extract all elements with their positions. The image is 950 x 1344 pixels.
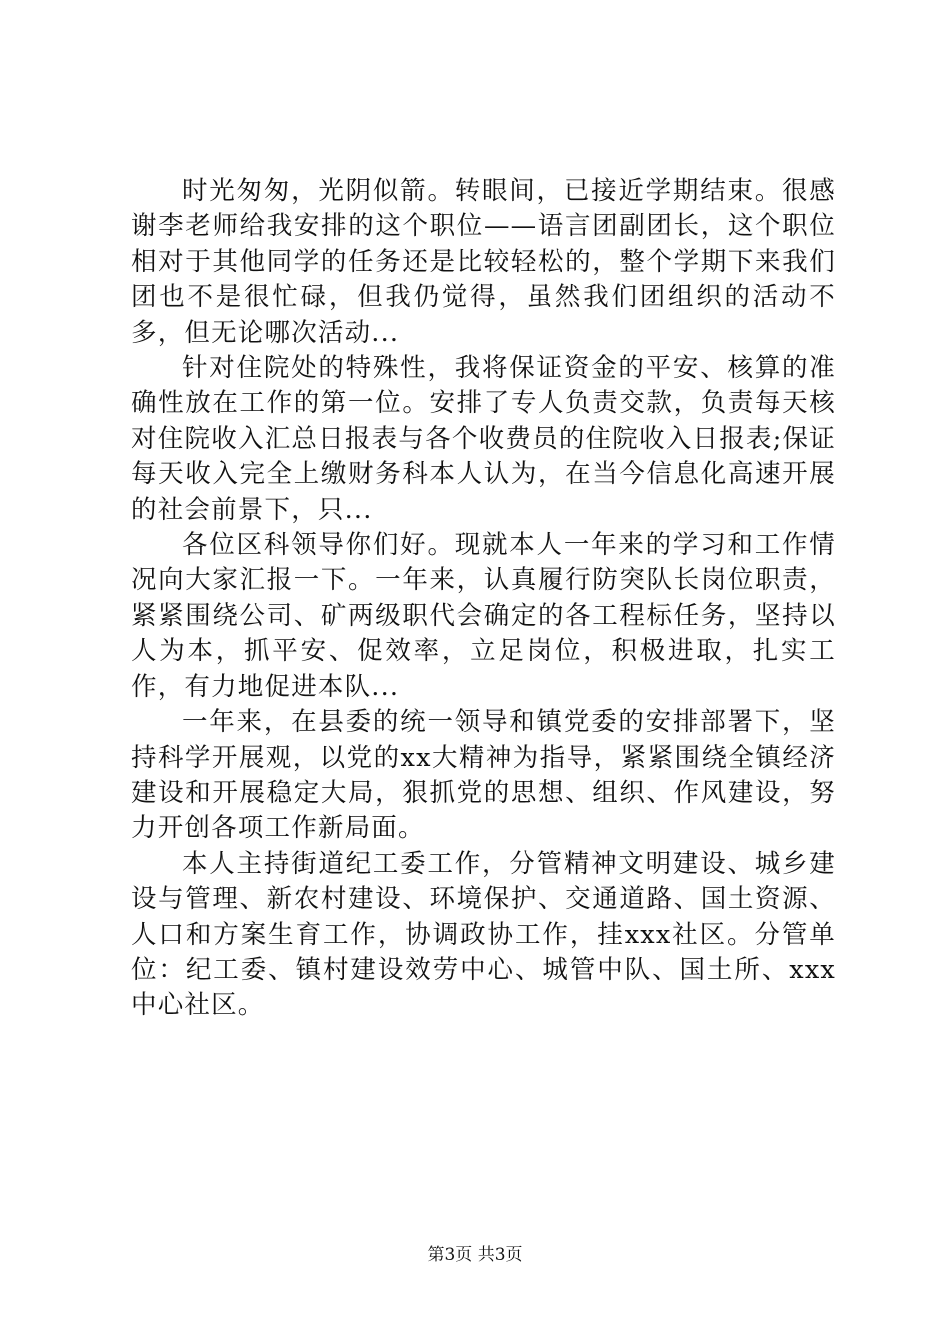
paragraph-4: 一年来，在县委的统一领导和镇党委的安排部署下，坚持科学开展观，以党的xx大精神为指导，紧紧围绕全镇经济建设和开展稳定大局，狠抓党的思想、组织、作风建设，努力开创各项工作新局面。 — [131, 707, 836, 844]
document-body — [131, 174, 836, 1024]
paragraph-1: 时光匆匆，光阴似箭。转眼间，已接近学期结束。很感谢李老师给我安排的这个职位——语言团副团长，这个职位相对于其他同学的任务还是比较轻松的，整个学期下来我们团也不是很忙碌，但我仍觉得，虽然我们团组织的活动不多，但无论哪次活动... — [131, 176, 836, 348]
paragraph-5: 本人主持街道纪工委工作，分管精神文明建设、城乡建设与管理、新农村建设、环境保护、交通道路、国土资源、人口和方案生育工作，协调政协工作，挂xxx社区。分管单位：纪工委、镇村建设效劳中心、城管中队、国土所、xxx中心社区。 — [131, 848, 836, 1021]
page-number-footer: 第3页 共3页 — [427, 1245, 523, 1265]
paragraph-3: 各位区科领导你们好。现就本人一年来的学习和工作情况向大家汇报一下。一年来，认真履行防突队长岗位职责，紧紧围绕公司、矿两级职代会确定的各工程标任务，坚持以人为本，抓平安、促效率，立足岗位，积极进取，扎实工作，有力地促进本队... — [131, 530, 836, 702]
paragraph-2: 针对住院处的特殊性，我将保证资金的平安、核算的准确性放在工作的第一位。安排了专人负责交款，负责每天核对住院收入汇总日报表与各个收费员的住院收入日报表;保证每天收入完全上缴财务科本人认为，在当今信息化高速开展的社会前景下，只... — [131, 353, 836, 525]
